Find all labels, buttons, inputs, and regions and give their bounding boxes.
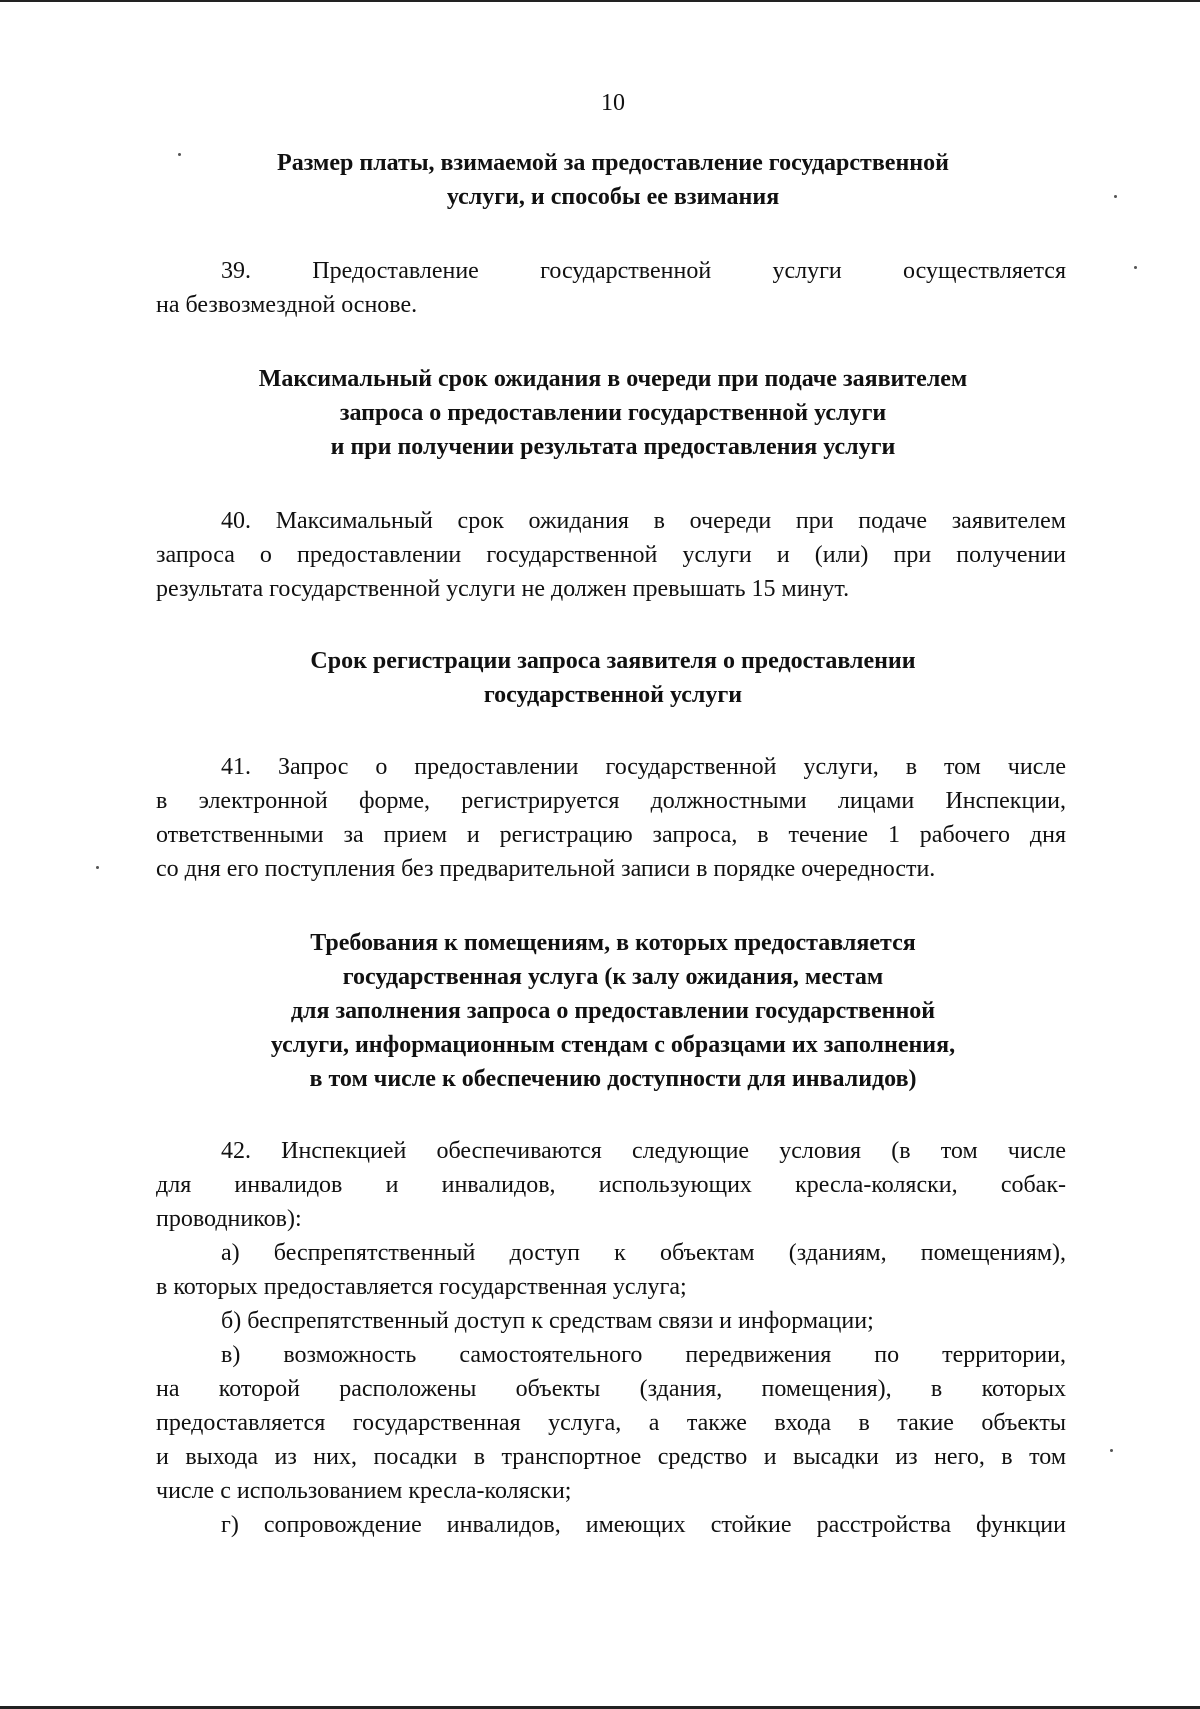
paragraph-line: со дня его поступления без предварительной записи в порядке очередности. bbox=[156, 856, 936, 882]
paragraph-line: проводников): bbox=[156, 1206, 302, 1232]
paragraph-line: числе с использованием кресла-коляски; bbox=[156, 1478, 572, 1504]
page-number: 10 bbox=[601, 90, 625, 116]
heading-line: государственной услуги bbox=[483, 682, 743, 708]
scan-speck bbox=[1110, 1449, 1113, 1452]
paragraph-line: а) беспрепятственный доступ к объектам (зданиям, помещениям), bbox=[221, 1240, 1066, 1266]
heading-line: Требования к помещениям, в которых предоставляется bbox=[310, 930, 916, 956]
heading-line: и при получении результата предоставления услуги bbox=[330, 434, 896, 460]
paragraph-line: для инвалидов и инвалидов, использующих кресла-коляски, собак- bbox=[156, 1172, 1066, 1198]
paragraph-line: г) сопровождение инвалидов, имеющих стойкие расстройства функции bbox=[221, 1512, 1066, 1538]
heading-line: для заполнения запроса о предоставлении государственной bbox=[290, 998, 936, 1024]
paragraph-41 bbox=[156, 750, 1066, 886]
paragraph-line: 39. Предоставление государственной услуги осуществляется bbox=[221, 258, 1066, 284]
paragraph-line: на которой расположены объекты (здания, помещения), в которых bbox=[156, 1376, 1066, 1402]
section-heading-registration bbox=[160, 644, 1066, 712]
paragraph-39 bbox=[156, 254, 1066, 322]
heading-line: услуги, и способы ее взимания bbox=[446, 184, 780, 210]
heading-line: государственная услуга (к залу ожидания, местам bbox=[342, 964, 884, 990]
section-heading-premises bbox=[160, 926, 1066, 1096]
paragraph-line: результата государственной услуги не должен превышать 15 минут. bbox=[156, 576, 850, 602]
paragraph-line: ответственными за прием и регистрацию запроса, в течение 1 рабочего дня bbox=[156, 822, 1066, 848]
scan-speck bbox=[1114, 195, 1117, 198]
paragraph-line: в которых предоставляется государственная услуга; bbox=[156, 1274, 687, 1300]
scan-speck bbox=[178, 153, 181, 156]
paragraph-line: запроса о предоставлении государственной услуги и (или) при получении bbox=[156, 542, 1066, 568]
paragraph-line: 40. Максимальный срок ожидания в очереди при подаче заявителем bbox=[221, 508, 1066, 534]
heading-line: в том числе к обеспечению доступности для инвалидов) bbox=[309, 1066, 917, 1092]
paragraph-42 bbox=[156, 1134, 1066, 1542]
paragraph-line: 41. Запрос о предоставлении государственной услуги, в том числе bbox=[221, 754, 1066, 780]
heading-line: Срок регистрации запроса заявителя о предоставлении bbox=[310, 648, 916, 674]
paragraph-40 bbox=[156, 504, 1066, 606]
scan-speck bbox=[96, 866, 99, 869]
heading-line: Размер платы, взимаемой за предоставление государственной bbox=[277, 150, 949, 176]
paragraph-line: б) беспрепятственный доступ к средствам связи и информации; bbox=[221, 1308, 874, 1334]
scan-top-edge bbox=[0, 0, 1200, 2]
paragraph-line: и выхода из них, посадки в транспортное средство и высадки из него, в том bbox=[156, 1444, 1066, 1470]
heading-line: Максимальный срок ожидания в очереди при подаче заявителем bbox=[258, 366, 968, 392]
paragraph-line: предоставляется государственная услуга, а также входа в такие объекты bbox=[156, 1410, 1066, 1436]
heading-line: запроса о предоставлении государственной услуги bbox=[339, 400, 887, 426]
scan-speck bbox=[1134, 266, 1137, 269]
paragraph-line: в электронной форме, регистрируется должностными лицами Инспекции, bbox=[156, 788, 1066, 814]
paragraph-line: на безвозмездной основе. bbox=[156, 292, 418, 318]
section-heading-payment bbox=[160, 146, 1066, 214]
paragraph-line: в) возможность самостоятельного передвижения по территории, bbox=[221, 1342, 1066, 1368]
heading-line: услуги, информационным стендам с образцами их заполнения, bbox=[270, 1032, 956, 1058]
paragraph-line: 42. Инспекцией обеспечиваются следующие условия (в том числе bbox=[221, 1138, 1066, 1164]
section-heading-waiting-time bbox=[160, 362, 1066, 464]
